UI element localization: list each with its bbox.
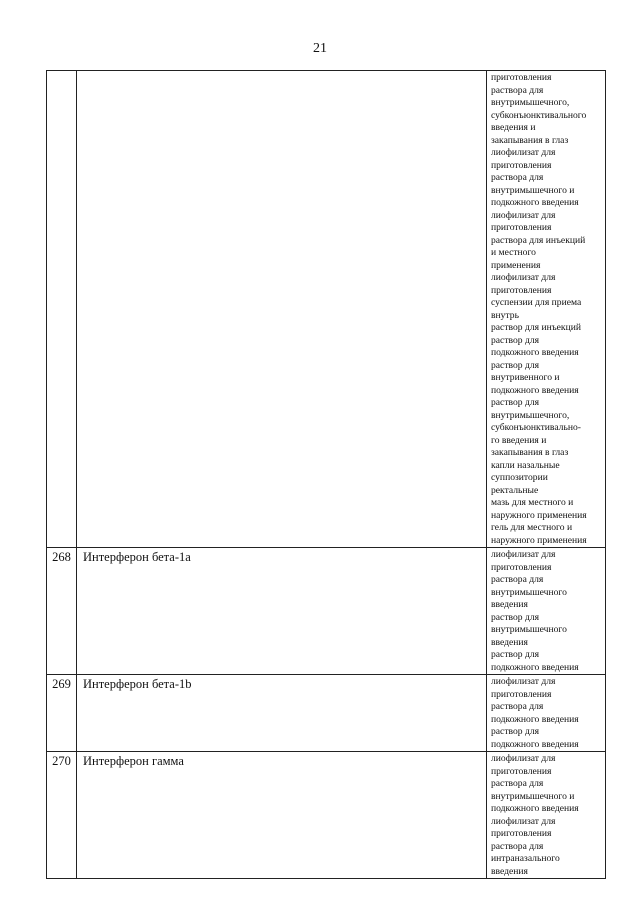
dosage-form-line: и местного bbox=[491, 247, 536, 258]
drug-table bbox=[46, 70, 606, 879]
dosage-form-line: приготовления bbox=[491, 828, 552, 839]
dosage-form-line: приготовления bbox=[491, 561, 552, 573]
dosage-form-line: лиофилизат для bbox=[491, 676, 556, 687]
dosage-form-line: введения и bbox=[491, 122, 536, 133]
dosage-form-line: применения bbox=[491, 259, 541, 271]
dosage-form-line: раствора для bbox=[491, 778, 544, 789]
dosage-form-line: раствор для инъекций bbox=[491, 322, 581, 333]
dosage-form-line: введения bbox=[491, 636, 528, 648]
dosage-form-line: подкожного введения bbox=[491, 738, 579, 750]
dosage-form-line: раствора для bbox=[491, 172, 544, 183]
dosage-form-line: внутримышечного, bbox=[491, 409, 570, 421]
dosage-forms bbox=[487, 71, 606, 548]
dosage-form-line: внутрь bbox=[491, 309, 519, 321]
dosage-form-line: субконъюнктивально- bbox=[491, 422, 581, 433]
table-row bbox=[47, 675, 606, 752]
dosage-form-line: раствора для инъекций bbox=[491, 234, 586, 246]
dosage-form-line: подкожного введения bbox=[491, 197, 579, 208]
dosage-form-line: раствор для bbox=[491, 649, 540, 660]
dosage-forms bbox=[487, 752, 606, 879]
dosage-form-line: приготовления bbox=[491, 222, 552, 233]
table-row bbox=[47, 548, 606, 675]
dosage-form-line: раствор для bbox=[491, 334, 540, 346]
dosage-form-line: раствор для bbox=[491, 611, 540, 623]
dosage-form-line: суппозитории bbox=[491, 472, 548, 483]
dosage-form-line: гель для местного и bbox=[491, 522, 573, 533]
dosage-form-line: лиофилизат для bbox=[491, 209, 556, 221]
dosage-form-line: раствор для bbox=[491, 726, 540, 737]
dosage-form-line: раствора для bbox=[491, 574, 544, 585]
table-body bbox=[47, 71, 606, 879]
dosage-forms bbox=[487, 675, 606, 752]
dosage-form-line: субконъюнктивального bbox=[491, 109, 587, 121]
row-number: 269 bbox=[47, 675, 77, 752]
dosage-form-line: закапывания в глаз bbox=[491, 447, 569, 458]
dosage-form-line: приготовления bbox=[491, 765, 552, 777]
dosage-form-line: лиофилизат для bbox=[491, 147, 556, 158]
dosage-form-line: интраназального bbox=[491, 853, 560, 864]
dosage-form-line: раствор для bbox=[491, 397, 540, 408]
drug-name bbox=[77, 71, 487, 548]
dosage-form-line: наружного применения bbox=[491, 534, 587, 546]
dosage-form-line: приготовления bbox=[491, 159, 552, 171]
dosage-form-line: внутримышечного bbox=[491, 624, 567, 635]
table-row bbox=[47, 752, 606, 879]
dosage-form-line: внутримышечного и bbox=[491, 184, 575, 196]
dosage-form-line: внутримышечного bbox=[491, 586, 567, 598]
page-number: 21 bbox=[313, 41, 327, 56]
drug-name: Интерферон гамма bbox=[77, 752, 487, 879]
dosage-form-line: подкожного введения bbox=[491, 347, 579, 358]
dosage-form-line: лиофилизат для bbox=[491, 815, 556, 827]
dosage-form-line: внутримышечного и bbox=[491, 790, 575, 802]
dosage-form-line: раствор для bbox=[491, 359, 540, 371]
dosage-form-line: лиофилизат для bbox=[491, 549, 556, 560]
dosage-form-line: подкожного введения bbox=[491, 661, 579, 673]
dosage-form-line: раствора для bbox=[491, 840, 544, 852]
dosage-form-line: введения bbox=[491, 865, 528, 877]
dosage-form-line: го введения и bbox=[491, 434, 547, 446]
dosage-form-line: введения bbox=[491, 599, 528, 610]
dosage-form-line: раствора для bbox=[491, 84, 544, 96]
drug-name: Интерферон бета-1b bbox=[77, 675, 487, 752]
dosage-form-line: мазь для местного и bbox=[491, 497, 574, 508]
dosage-forms bbox=[487, 548, 606, 675]
dosage-form-line: ректальные bbox=[491, 484, 539, 496]
drug-name: Интерферон бета-1a bbox=[77, 548, 487, 675]
dosage-form-line: подкожного введения bbox=[491, 384, 579, 396]
table-row bbox=[47, 71, 606, 548]
dosage-form-line: приготовления bbox=[491, 284, 552, 296]
dosage-form-line: внутримышечного, bbox=[491, 97, 570, 108]
row-number: 268 bbox=[47, 548, 77, 675]
dosage-form-line: приготовления bbox=[491, 72, 552, 83]
dosage-form-line: лиофилизат для bbox=[491, 272, 556, 283]
dosage-form-line: подкожного введения bbox=[491, 713, 579, 725]
dosage-form-line: приготовления bbox=[491, 688, 552, 700]
dosage-form-line: наружного применения bbox=[491, 509, 587, 521]
dosage-form-line: подкожного введения bbox=[491, 803, 579, 814]
row-number bbox=[47, 71, 77, 548]
dosage-form-line: капли назальные bbox=[491, 459, 560, 471]
row-number: 270 bbox=[47, 752, 77, 879]
dosage-form-line: лиофилизат для bbox=[491, 753, 556, 764]
dosage-form-line: внутривенного и bbox=[491, 372, 560, 383]
dosage-form-line: раствора для bbox=[491, 701, 544, 712]
dosage-form-line: суспензии для приема bbox=[491, 297, 582, 308]
dosage-form-line: закапывания в глаз bbox=[491, 134, 569, 146]
